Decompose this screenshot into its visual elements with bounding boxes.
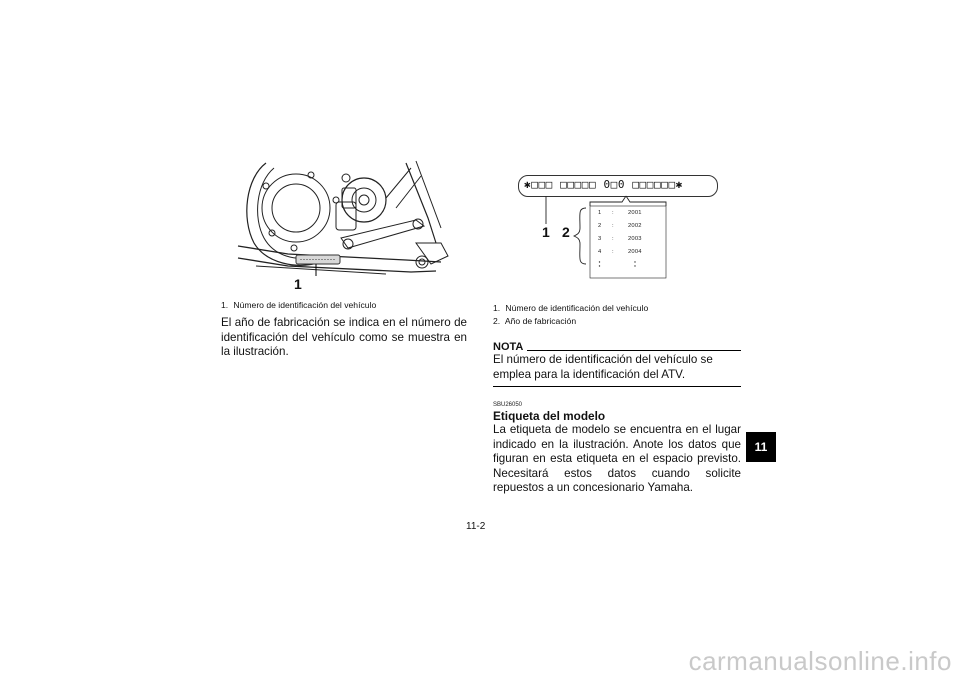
year-digit: 4 <box>598 249 602 255</box>
year-value: 2002 <box>628 223 642 229</box>
nota-bottom-rule <box>493 386 741 387</box>
section-text: La etiqueta de modelo se encuentra en el lugar indicado en la ilustración. Anote los datos que figuran en esta etiqueta en el espacio previsto. Necesitará estos datos cuando solicite repuestos a un concesionario Yamaha. <box>493 423 741 495</box>
vin-callout-2: 2 <box>562 224 570 240</box>
nota-label: NOTA <box>493 341 527 353</box>
section-code: SBU26050 <box>493 402 523 408</box>
year-row <box>596 223 656 236</box>
year-sep: : <box>612 249 614 255</box>
year-row <box>596 236 656 249</box>
manufacture-year-paragraph: El año de fabricación se indica en el número de identificación del vehículo como se muestra en la ilustración. <box>221 316 467 359</box>
caption-number: 2. <box>493 316 501 326</box>
year-digit: 1 <box>598 210 602 216</box>
caption-text: Número de identificación del vehículo <box>505 303 649 313</box>
caption-text: Año de fabricación <box>504 316 577 326</box>
year-digit: 3 <box>598 236 602 242</box>
vin-code: ✱□□□ □□□□□ 0□0 □□□□□□✱ <box>524 178 683 191</box>
nota-text: El número de identificación del vehículo se emplea para la identificación del ATV. <box>493 353 713 381</box>
left-caption <box>221 299 376 312</box>
left-callout-1: 1 <box>294 276 302 292</box>
year-value: 2001 <box>628 210 642 216</box>
year-row <box>596 210 656 223</box>
year-sep: : <box>612 223 614 229</box>
page-number: 11-2 <box>466 521 486 532</box>
section-title: Etiqueta del modelo <box>493 409 606 423</box>
caption-number: 1. <box>493 303 501 313</box>
vin-illustration <box>518 168 718 280</box>
year-sep: : <box>612 236 614 242</box>
year-sep: : <box>612 210 614 216</box>
engine-frame-illustration <box>236 158 458 298</box>
chapter-tab: 11 <box>746 432 776 462</box>
year-digit: 2 <box>598 223 602 229</box>
nota-header <box>493 341 741 353</box>
continuation-dots <box>596 259 656 271</box>
year-code-table <box>596 210 656 273</box>
watermark-text: carmanualsonline.info <box>688 646 952 676</box>
year-value: 2003 <box>628 236 642 242</box>
vin-callout-1: 1 <box>542 224 550 240</box>
caption-text: Número de identificación del vehículo <box>233 300 377 310</box>
caption-number: 1. <box>221 300 229 310</box>
right-caption-2 <box>493 315 576 328</box>
year-value: 2004 <box>628 249 642 255</box>
nota-rule <box>493 350 741 351</box>
right-caption-1 <box>493 302 648 315</box>
year-row <box>596 249 656 259</box>
